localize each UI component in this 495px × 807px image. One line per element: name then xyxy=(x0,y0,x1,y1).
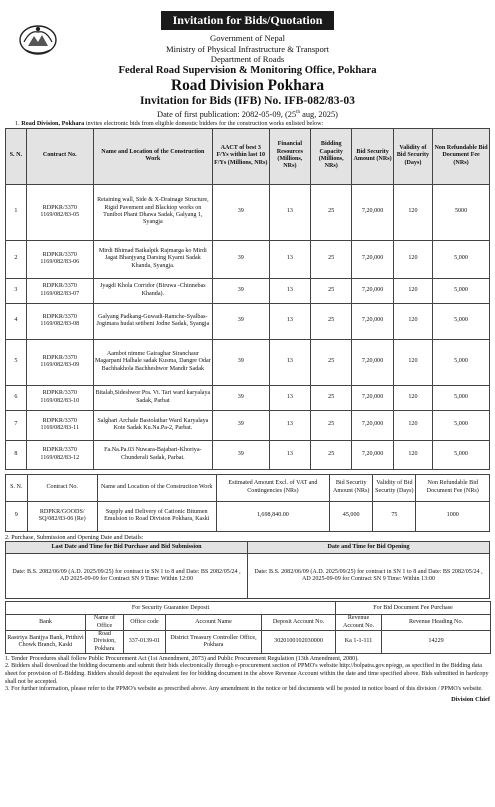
col-sn: S. N. xyxy=(6,128,27,184)
note-item: 3. For further information, please refer to the PPMO's website as prescribed above. Any amendment in the notice or bid documents will be posted in notice board of this division / PPMO's website. xyxy=(5,686,483,693)
ministry-name: Ministry of Physical Infrastructure & Transport xyxy=(165,43,330,54)
department-name: Department of Roads xyxy=(210,54,285,65)
table-row: 7 RDPKR/3370 1169/082/83-11 Salghari Archale Bastolathar Ward Karyalaya Kote Sadak Ku.Na.Pa-2, Parbat. 39 13 25 7,20,000 120 5,000 xyxy=(6,410,490,440)
goods-table: S. N. Contract No. Name and Location of the Construction Work Estimated Amount Excl. of VAT and Contingencies (NRs) Bid Security Amount (NRs) Validity of Bid Security (Days) Non Refundable Bid Document Fee (NRs) 9 RDPKR/GOODS/ SQ/082/83-06 (Re) Supply and Delivery of Cationic Bitumen Emulsion to Road Division Pokhara, Kaski 1,698,840.00 45,000 75 1000 xyxy=(5,474,490,532)
office-name: Federal Road Supervision & Monitoring Office, Pokhara xyxy=(118,64,377,76)
letterhead xyxy=(5,33,490,120)
dates-table: Last Date and Time for Bid Purchase and Bid Submission Date and Time for Bid Opening Date: B.S. 2082/06/09 (A.D. 2025/09/25) for contract in SN 1 to 8 and Date: BS 2082/05/24 , AD 2025-09-09 for Contract SN 9 Time: Within 12:00 Date: B.S. 2082/06/09 (A.D. 2025/09/25) for contract in SN 1 to 8 and Date: BS 2082/05/24 , AD 2025-09-09 for Contract SN 9 Time: Within 13:00 xyxy=(5,541,490,599)
division-name: Road Division Pokhara xyxy=(170,77,325,95)
ifb-number: Invitation for Bids (IFB) No. IFB-082/83-03 xyxy=(140,94,355,108)
ifb-notice xyxy=(5,0,490,703)
table-row: 1 RDPKR/3370 1169/082/83-05 Retaining wall, Side & X-Drainage Structure, Rigid Pavement and Blacktop works on Tunibot Phant Dhawa Sadak, Galyang 1, Syangja 39 13 25 7,20,000 120 5000 xyxy=(6,184,490,240)
government-name: Government of Nepal xyxy=(210,33,285,43)
col-security: Bid Security Amount (NRs) xyxy=(352,128,393,184)
notes xyxy=(5,656,490,694)
table-row: 5 RDPKR/3370 1169/082/83-09 Aambot nimme Gairaghar Siranchaur Magarpani Halhale sadak Kusma, Dangre Odar Bachhakhola Bachheshwor Mandir Sadak 39 13 25 7,20,000 120 5,000 xyxy=(6,339,490,385)
col-contract: Contract No. xyxy=(26,128,93,184)
col-aact: AACT of best 3 F/Ys within last 10 F/Ys (Millions, NRs) xyxy=(212,128,269,184)
note-item: 2. Bidders shall download the bidding documents and submit their bids electronically through e-procurement section of PPMO's website http://bolpatra.gov.np/egp, as specified in the Bidding data sheet for provision of E-Bidding. Bidders should deposit the equivalent fee for bidding document in the above Revenue Account within the date and time specified above. Bids submitted in hardcopy shall not be accepted. xyxy=(5,663,489,685)
nepal-emblem-icon xyxy=(18,22,58,56)
col-capacity: Bidding Capacity (Millions, NRs) xyxy=(311,128,352,184)
note-item: 1. Tender Procedures shall follow Public Procurement Act (1st Amendment, 2073) and Public Procurement Regulation (13th Amendment, 2080). xyxy=(5,655,359,662)
intro-text: 1. Road Division, Pokhara invites electronic bids from eligible domestic bidders for the construction works enlisted below: xyxy=(15,119,324,127)
table-row: 2 RDPKR/3370 1169/082/83-06 Mirdi Bhimad Baikalpik Rajmarga ko Mirdi Jagat Bhanjyang Darsing Kyami Sadak Khanda, Syangja. 39 13 25 7,20,000 120 5,000 xyxy=(6,240,490,278)
table-row: 8 RDPKR/3370 1169/082/83-12 Fa.Na.Pa.03 Nuwara-Bajabari-Khoriya-Chunderali Sadak, Parbat. 39 13 25 7,20,000 120 5,000 xyxy=(6,440,490,469)
table-row: 3 RDPKR/3370 1169/082/83-07 Jyagdi Khola Corridor (Biruwa -Chinnebas Khanda). 39 13 25 7,20,000 120 5,000 xyxy=(6,278,490,303)
table-row: 9 RDPKR/GOODS/ SQ/082/83-06 (Re) Supply and Delivery of Cationic Bitumen Emulsion to Road Division Pokhara, Kaski 1,698,840.00 45,000 75 1000 xyxy=(6,501,490,531)
section-2-heading: 2. Purchase, Submission and Opening Date and Details: xyxy=(5,533,144,541)
works-table xyxy=(5,128,490,470)
bank-table: For Security Guarantee Deposit For Bid Document Fee Purchase Bank Name of Office Office code Account Name Deposit Account No. Revenue Account No. Revenue Heading No. Rastriya Banijya Bank, Prithivi Chowk Branch, Kaski Road Division, Pokhara 337-0139-01 District Treasury Controller Office, Pokhara 3020100102030000 Ka 1-1-111 14229 xyxy=(5,601,491,653)
col-work: Name and Location of the Construction Work xyxy=(93,128,212,184)
publication-date: Date of first publication: 2082-05-09, (25th aug, 2025) xyxy=(157,109,338,119)
col-validity: Validity of Bid Security (Days) xyxy=(393,128,432,184)
notice-banner: Invitation for Bids/Quotation xyxy=(161,11,335,30)
signature: Division Chief xyxy=(451,695,490,703)
table-row: 4 RDPKR/3370 1169/082/83-08 Galyang Padkang-Guwadi-Ramche-Syalbas-Jogimara hudai setibeni Jodne Sadak, Syangja 39 13 25 7,20,000 120 5,000 xyxy=(6,303,490,339)
col-fee: Non Refundable Bid Document Fee (NRs) xyxy=(433,128,490,184)
table-row: 6 RDPKR/3370 1169/082/83-10 Bitalab,Sideshwor Pra. Vi. Tari ward karyalaya Sadak, Parbat 39 13 25 7,20,000 120 5,000 xyxy=(6,385,490,410)
col-financial: Financial Resources (Millions, NRs) xyxy=(269,128,310,184)
